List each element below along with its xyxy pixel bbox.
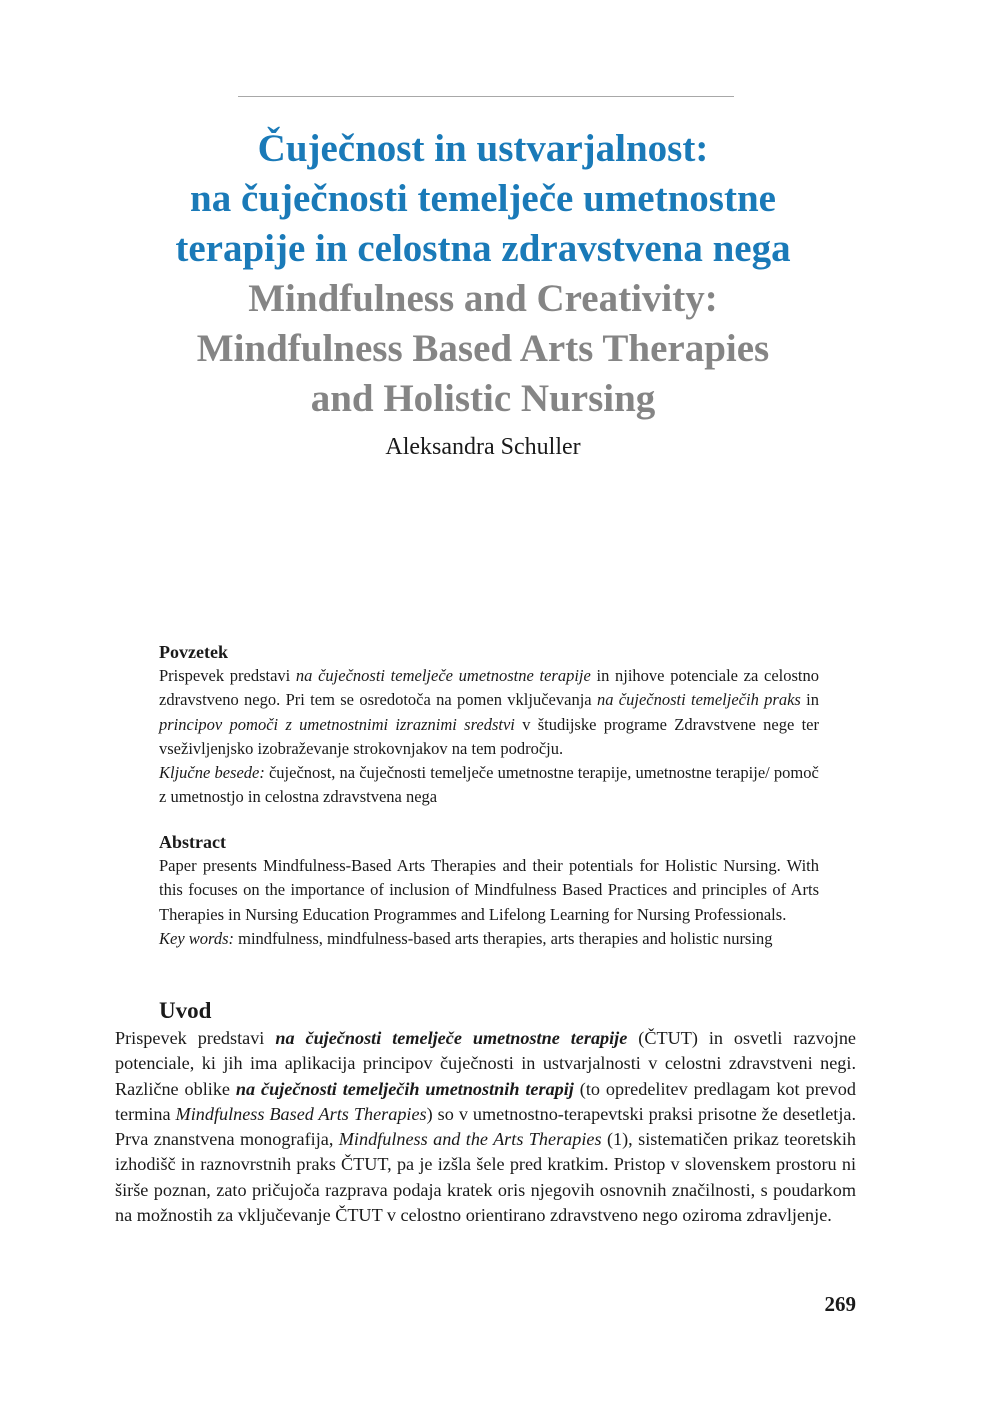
title-slovene-line: na čuječnosti temelječe umetnostne — [190, 177, 776, 220]
title-english-line: Mindfulness and Creativity: — [248, 277, 718, 320]
top-rule — [238, 96, 734, 97]
section-heading-uvod: Uvod — [159, 998, 212, 1023]
povzetek-keywords: Ključne besede: čuječnost, na čuječnosti temelječe umetnostne terapije, umetnostne terapije/ pomoč z umetnostjo in celostna zdravstvena nega — [159, 763, 819, 807]
abstract-text: Paper presents Mindfulness-Based Arts Therapies and their potentials for Holistic Nursing. With this focuses on the importance of inclusion of Mindfulness Based Practices and principles of Arts Therapies in Nursing Education Programmes and Lifelong Learning for Nursing Professionals. — [159, 856, 819, 924]
abstract-keywords: Key words: mindfulness, mindfulness-based arts therapies, arts therapies and holistic nursing — [159, 928, 773, 948]
title-english-line: and Holistic Nursing — [310, 377, 656, 420]
title-slovene-line: Čuječnost in ustvarjalnost: — [257, 127, 709, 170]
abstract-heading: Abstract — [159, 832, 226, 852]
uvod-paragraph: Prispevek predstavi na čuječnosti temelječe umetnostne terapije (ČTUT) in osvetli razvojne potenciale, ki jih ima aplikacija principov čuječnosti in ustvarjalnosti v celostni zdravstveni negi. Različne oblike na čuječnosti temelječih umetnostnih terapij (to opredelitev predlagam kot prevod termina Mindfulness Based Arts Therapies) so v umetnostno-terapevtski praksi prisotne že desetletja. Prva znanstvena monografija, Mindfulness and the Arts Therapies (1), sistematičen prikaz teoretskih izhodišč in raznovrstnih praks ČTUT, pa je izšla šele pred kratkim. Pristop v slovenskem prostoru ni širše poznan, zato pričujoča razprava podaja kratek oris njegovih osnovnih značilnosti, s poudarkom na možnostih za vključevanje ČTUT v celostno orientirano zdravstveno nego oziroma zdravljenje. — [115, 1028, 857, 1226]
povzetek-text: Prispevek predstavi na čuječnosti temelječe umetnostne terapije in njihove potenciale za celostno zdravstveno nego. Pri tem se osredotoča na pomen vključevanja na čuječnosti temelječih praks in principov pomoči z umetnostnimi izraznimi sredstvi v študijske programe Zdravstvene nege ter vseživljenjsko izobraževanje strokovnjakov na tem področju. — [159, 666, 819, 758]
page-number: 269 — [824, 1292, 856, 1316]
title-english-line: Mindfulness Based Arts Therapies — [196, 327, 770, 370]
title-english — [100, 274, 866, 424]
abstract-section — [159, 830, 819, 951]
author-name: Aleksandra Schuller — [385, 434, 581, 460]
title-slovene — [100, 124, 866, 274]
povzetek-heading: Povzetek — [159, 642, 228, 662]
title-block — [100, 124, 866, 462]
povzetek-section — [159, 640, 819, 810]
title-slovene-line: terapije in celostna zdravstvena nega — [175, 227, 791, 270]
